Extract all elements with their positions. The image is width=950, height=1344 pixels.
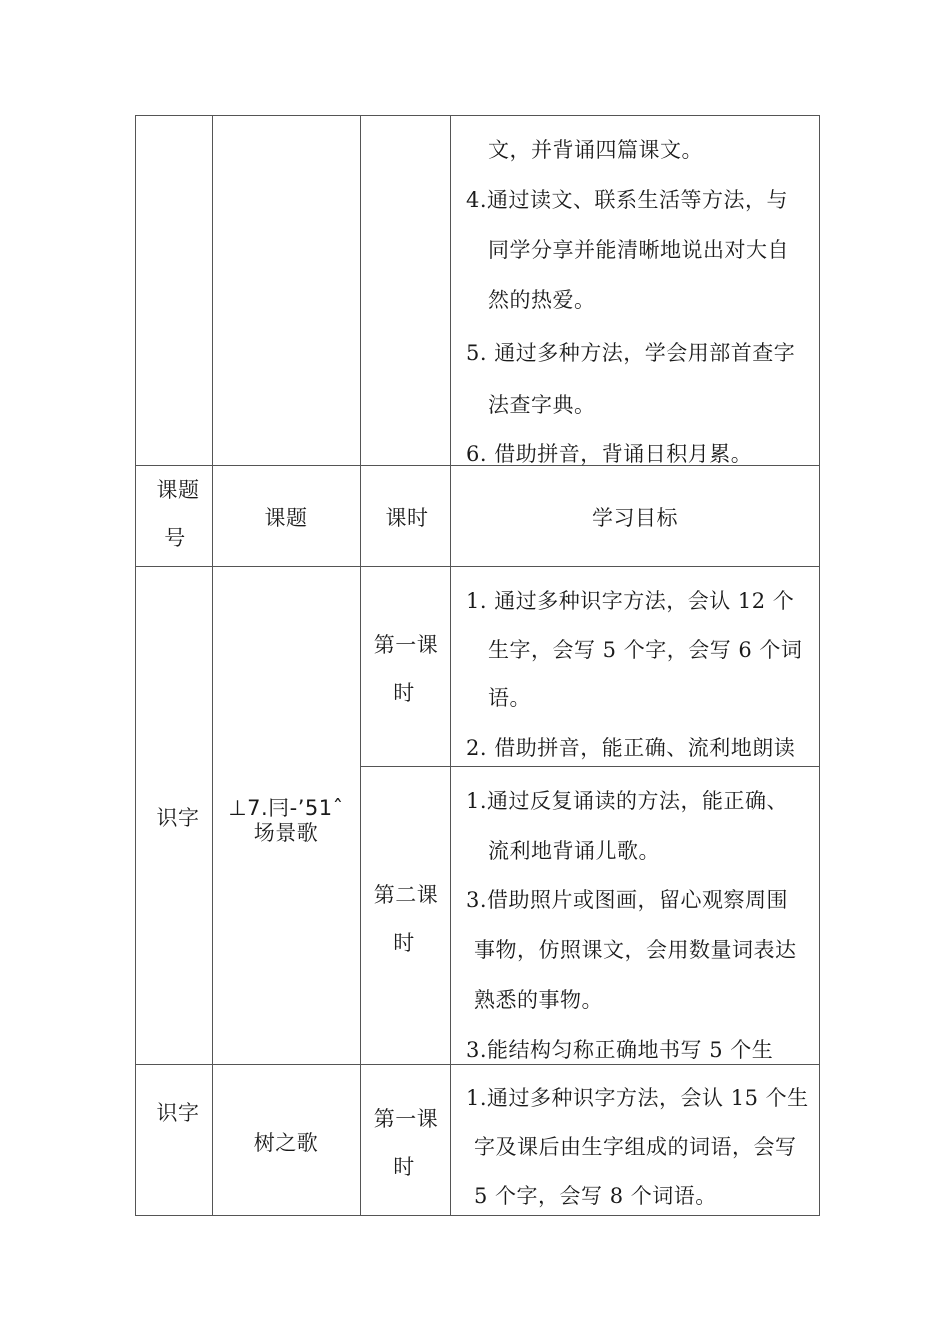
lesson-title: 场景歌: [253, 821, 319, 845]
objective-line: 文，并背诵四篇课文。: [488, 138, 703, 162]
row-divider-header-bottom: [135, 566, 820, 567]
lesson-type: 识字: [156, 1101, 200, 1125]
objective-line: 流利地背诵儿歌。: [488, 839, 660, 863]
table-border-bottom: [135, 1215, 820, 1216]
header-lesson-number-cont: 号: [164, 526, 186, 550]
header-objectives: 学习目标: [592, 506, 678, 530]
lesson-type: 识字: [156, 806, 200, 830]
period-label: 第二课: [373, 883, 439, 907]
column-divider-3: [450, 115, 451, 1216]
row-divider-lesson2: [135, 1064, 820, 1065]
objective-line: 事物，仿照课文，会用数量词表达: [474, 938, 797, 962]
objective-line: 6. 借助拼音，背诵日积月累。: [466, 442, 753, 466]
objective-line: 3.能结构匀称正确地书写 5 个生: [466, 1038, 774, 1062]
table-border-top: [135, 115, 820, 116]
period-label: 第一课: [373, 1107, 439, 1131]
objective-line: 字及课后由生字组成的词语，会写: [474, 1135, 797, 1159]
objective-line: 1. 通过多种识字方法，会认 12 个: [466, 589, 795, 613]
objective-line: 2. 借助拼音，能正确、流利地朗读: [466, 736, 796, 760]
table-border-left: [135, 115, 136, 1216]
period-label-cont: 时: [393, 1155, 415, 1179]
period-label-cont: 时: [393, 681, 415, 705]
column-divider-1: [212, 115, 213, 1216]
objective-line: 法查字典。: [488, 393, 596, 417]
objective-line: 语。: [488, 686, 531, 710]
header-lesson-title: 课题: [264, 506, 308, 530]
objective-line: 同学分享并能清晰地说出对大自: [488, 238, 789, 262]
objective-line: 5. 通过多种方法，学会用部首查字: [466, 341, 796, 365]
objective-line: 1.通过多种识字方法，会认 15 个生: [466, 1086, 809, 1110]
period-divider-lesson1: [360, 766, 820, 767]
column-divider-2: [360, 115, 361, 1216]
lesson-title: 树之歌: [253, 1131, 319, 1155]
period-label-cont: 时: [393, 931, 415, 955]
objective-line: 生字，会写 5 个字，会写 6 个词: [488, 638, 803, 662]
lesson-title-garbled: ⊥7.冃-’51ˆ: [228, 796, 344, 820]
period-label: 第一课: [373, 633, 439, 657]
objective-line: 3.借助照片或图画，留心观察周围: [466, 888, 789, 912]
objective-line: 1.通过反复诵读的方法，能正确、: [466, 789, 789, 813]
header-lesson-number: 课题: [156, 478, 200, 502]
header-period: 课时: [385, 506, 429, 530]
objective-line: 5 个字，会写 8 个词语。: [474, 1184, 717, 1208]
table-border-right: [819, 115, 820, 1216]
objective-line: 4.通过读文、联系生活等方法，与: [466, 188, 789, 212]
objective-line: 熟悉的事物。: [474, 988, 603, 1012]
objective-line: 然的热爱。: [488, 288, 596, 312]
